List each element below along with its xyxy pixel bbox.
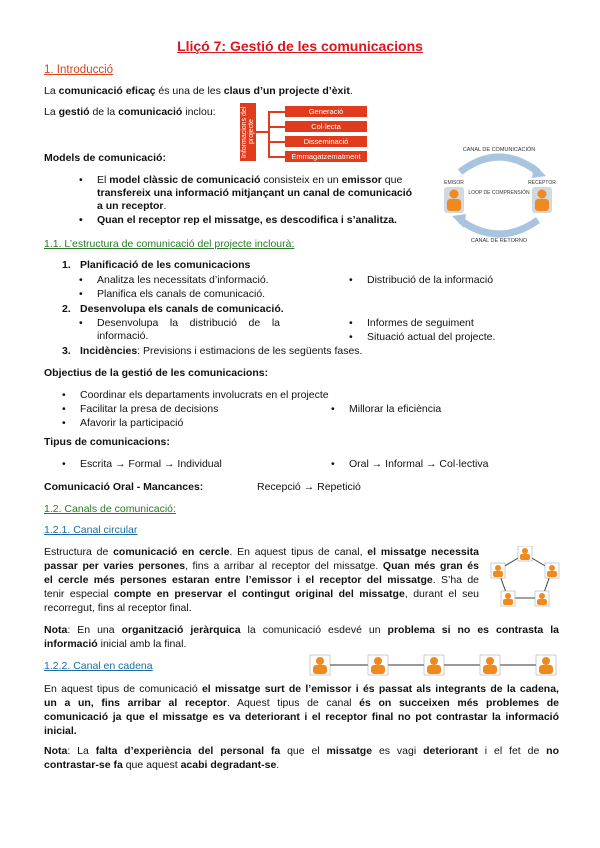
structure-item-1-right: • Distribució de la informació (367, 274, 493, 286)
structure-item-2-right: • Situació actual del projecte. (367, 331, 495, 343)
diagram-center-label: LOOP DE COMPRENSIÓN (468, 190, 530, 196)
types-heading: Tipus de comunicacions: (44, 436, 170, 448)
info-label-bar: Informacions del projecte (240, 103, 256, 161)
info-item: Col·lecta (285, 121, 367, 132)
info-connector-2 (268, 126, 285, 128)
diagram-left-label: EMISOR (444, 180, 464, 186)
channel-arrow-top (460, 157, 538, 172)
person-icon (491, 563, 505, 578)
structure-item-2-sub-cont: informació. (97, 330, 149, 342)
models-bullet-1-line2: transfereix una informació mitjançant un canal de comunicació (97, 187, 413, 199)
info-item: Generació (285, 106, 367, 117)
info-connector-4 (268, 156, 285, 158)
circular-paragraph: Estructura de comunicació en cercle. En aquest tipus de canal, el missatge necessita passar per varies persones, fins a arribar al receptor del missatge. Quan més gran és el cercle més persones estaran entre l’emissor i el receptor del missatge. S’ha de tenir especial compte en preservar el contingut original del missatge, durant el seu recorregut, fins al receptor final. (44, 546, 479, 614)
intro-line-1: La comunicació eficaç és una de les claus d’un projecte d’èxit. (44, 85, 353, 97)
chain-heading: 1.2.2. Canal en cadena (44, 660, 153, 672)
channels-heading: 1.2. Canals de comunicació: (44, 503, 176, 515)
diagram-bottom-label: CANAL DE RETORNO (470, 238, 528, 244)
chain-channel-diagram (308, 654, 560, 676)
objective-item: • Coordinar els departaments involucrats en el projecte (80, 389, 329, 401)
person-icon (545, 563, 559, 578)
objective-item: • Afavorir la participació (80, 417, 183, 429)
structure-item-1: Planificació de les comunicacions (80, 259, 251, 271)
note-1: Nota: En una organització jeràrquica la comunicació esdevé un problema si no es contrasta la informació inicial amb la final. (44, 624, 559, 650)
person-icon (501, 591, 515, 606)
person-icon (368, 655, 388, 675)
type-oral: • Oral → Informal → Col·lectiva (349, 458, 488, 470)
arrow-head-icon (452, 214, 466, 228)
intro-heading: 1. Introducció (44, 64, 114, 76)
structure-item-1-sub: • Analitza les necessitats d’informació. (97, 274, 269, 286)
structure-heading: 1.1. L’estructura de comunicació del projecte inclourà: (44, 238, 295, 250)
info-connector-1 (268, 111, 285, 113)
structure-item-3-num: 3. (62, 345, 71, 357)
person-icon (535, 591, 549, 606)
person-icon (480, 655, 500, 675)
circular-channel-diagram (490, 546, 560, 608)
info-connector-vertical (268, 111, 270, 157)
circular-heading: 1.2.1. Canal circular (44, 524, 138, 536)
diagram-top-label: CANAL DE COMUNICACIÓN (462, 147, 536, 153)
objectives-heading: Objectius de la gestió de les comunicacions: (44, 367, 269, 379)
structure-item-3: Incidències: Previsions i estimacions de les següents fases. (80, 345, 363, 357)
communication-loop-diagram (438, 142, 560, 244)
models-bullet-2: • Quan el receptor rep el missatge, es descodifica i s’analitza. (97, 214, 397, 226)
info-connector (256, 131, 268, 133)
objective-item: • Millorar la eficiència (349, 403, 441, 415)
page-title: Lliçó 7: Gestió de les comunicacions (177, 38, 423, 54)
oral-label: Comunicació Oral - Mancances: (44, 481, 204, 493)
oral-value: Recepció → Repetició (257, 481, 361, 493)
structure-item-2-num: 2. (62, 303, 71, 315)
models-bullet-1: • El model clàssic de comunicació consisteix en un emissor que (97, 174, 402, 186)
sender-person-icon (444, 187, 464, 213)
intro-line-2: La gestió de la comunicació inclou: (44, 106, 216, 118)
person-icon (424, 655, 444, 675)
diagram-right-label: RECEPTOR (528, 180, 556, 186)
chain-paragraph: En aquest tipus de comunicació el missatge surt de l’emissor i és passat als integrants de la cadena, un a un, fins arribar al receptor. Aquest tipus de canal és on succeixen més problemes de comunicació ja que el missatge es va deteriorant i el receptor final no pot contrastar la informació inicial. (44, 683, 560, 737)
channel-arrow-bottom (460, 220, 538, 234)
structure-item-2-sub: • Desenvolupa la distribució de la (97, 317, 280, 329)
person-icon (518, 546, 532, 561)
info-item: Disseminació (285, 136, 367, 147)
objective-item: • Facilitar la presa de decisions (80, 403, 218, 415)
note-2: Nota: La falta d’experiència del personal fa que el missatge es vagi deteriorant i el fet de no contrastar-se fa que aquest acabi degradant-se. (44, 745, 559, 771)
person-icon (310, 655, 330, 675)
models-heading: Models de comunicació: (44, 152, 166, 164)
receiver-person-icon (532, 187, 552, 213)
models-bullet-1-line3: a un receptor. (97, 200, 167, 212)
info-connector-3 (268, 141, 285, 143)
info-item: Emmagatzematment (285, 151, 367, 162)
structure-item-1-num: 1. (62, 259, 71, 271)
arrow-head-icon (532, 164, 546, 178)
structure-item-1-sub: • Planifica els canals de comunicació. (97, 288, 265, 300)
person-icon (536, 655, 556, 675)
structure-item-2: Desenvolupa els canals de comunicació. (80, 303, 284, 315)
structure-item-2-right: • Informes de seguiment (367, 317, 474, 329)
type-written: • Escrita → Formal → Individual (80, 458, 222, 470)
